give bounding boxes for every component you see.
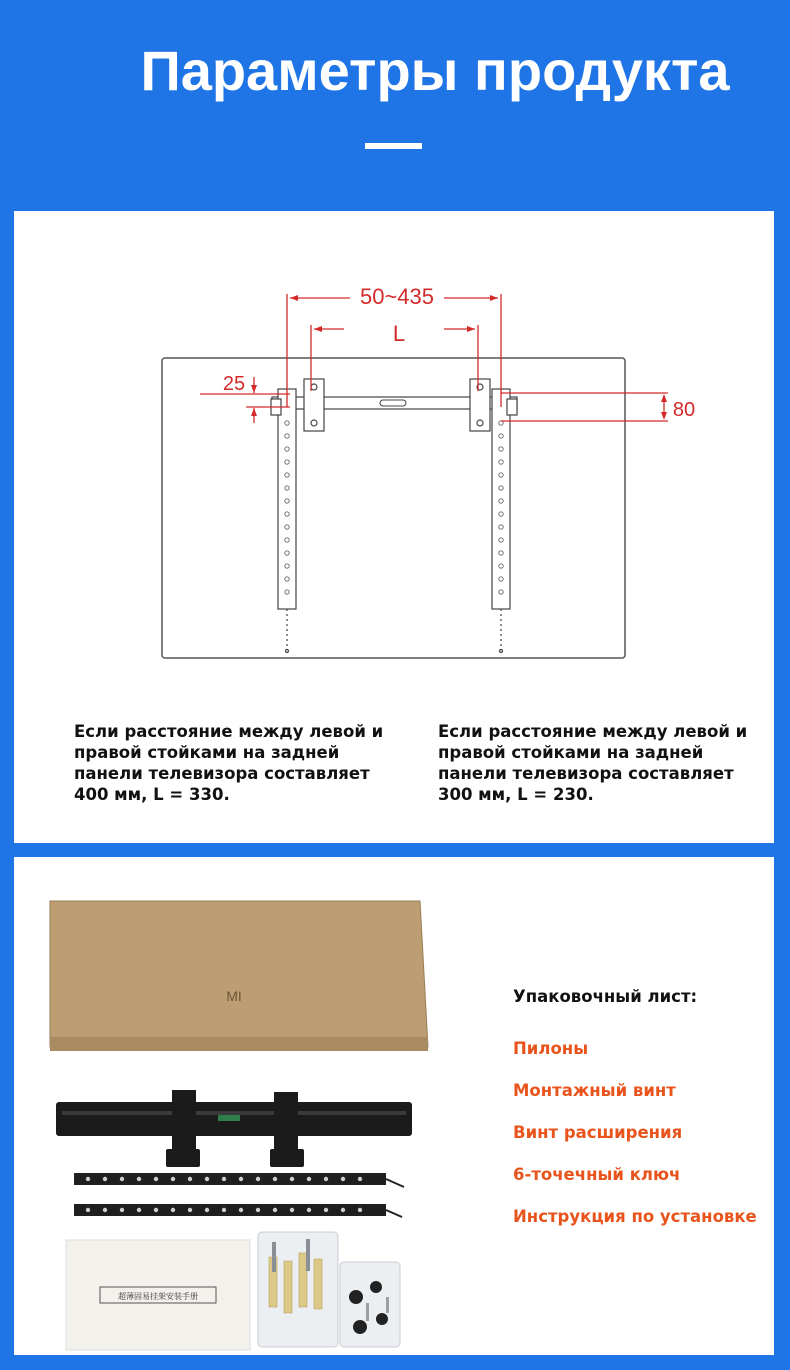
screw-bag-small (340, 1262, 400, 1347)
mount-dimension-diagram (14, 211, 774, 681)
rail-hole (307, 1208, 311, 1212)
list-item: Пилоны (513, 1039, 589, 1058)
rail-hole (86, 1208, 90, 1212)
rail-hole (103, 1208, 107, 1212)
dimension-panel (14, 211, 774, 843)
rail-hole (256, 1208, 260, 1212)
list-item: Инструкция по установке (513, 1207, 757, 1226)
rail-hole (137, 1177, 141, 1181)
packing-list (513, 1039, 757, 1249)
page-title: Параметры продукта (140, 39, 730, 102)
rail-holes (285, 421, 503, 594)
rail-hole (307, 1177, 311, 1181)
rail-hole (103, 1177, 107, 1181)
list-item: 6-точечный ключ (513, 1165, 681, 1184)
packing-list-title: Упаковочный лист: (513, 987, 698, 1006)
vertical-rail-right (492, 389, 517, 653)
rail-hole (171, 1177, 175, 1181)
dim-bracket-height-label: 80 (672, 399, 696, 421)
title-underline (365, 143, 422, 149)
rail-hole (120, 1208, 124, 1212)
box-logo: MI (226, 988, 242, 1004)
dim-outer-label: 50~435 (359, 284, 435, 309)
bracket-hook-right (470, 379, 490, 431)
rail-hole (290, 1177, 294, 1181)
caption-left: Если расстояние между левой и правой стойками на задней панели телевизора составляет 400 мм, L = 330. (74, 722, 384, 804)
packing-panel (14, 857, 774, 1355)
rail-hole (324, 1208, 328, 1212)
dim-inner-label: L (392, 321, 406, 346)
rail-hole (239, 1177, 243, 1181)
rail-hole (273, 1177, 277, 1181)
rail-hole (120, 1177, 124, 1181)
rail-hole (358, 1208, 362, 1212)
dim-top-offset-label: 25 (222, 373, 246, 395)
rail-hole (205, 1177, 209, 1181)
rail-hole (188, 1177, 192, 1181)
rail-hole (171, 1208, 175, 1212)
rail-hole (154, 1208, 158, 1212)
rail-hole (137, 1208, 141, 1212)
rail-hole (358, 1177, 362, 1181)
rail-hole (205, 1208, 209, 1212)
list-item: Винт расширения (513, 1123, 683, 1142)
vertical-rail-left (271, 389, 296, 653)
rail-hole (341, 1177, 345, 1181)
installation-manual (66, 1240, 250, 1350)
crossbar-photo (56, 1090, 412, 1167)
rail-hole (239, 1208, 243, 1212)
caption-right: Если расстояние между левой и правой стойками на задней панели телевизора составляет 300 мм, L = 230. (438, 722, 748, 804)
rail-hole (341, 1208, 345, 1212)
list-item: Монтажный винт (513, 1081, 676, 1100)
manual-cover-text: 超薄固易挂架安装手册 (118, 1292, 198, 1301)
rail-hole (154, 1177, 158, 1181)
rail-hole (222, 1177, 226, 1181)
rail-hole (324, 1177, 328, 1181)
bracket-hook-left (304, 379, 324, 431)
rail-hole (273, 1208, 277, 1212)
cardboard-box (50, 901, 428, 1051)
rail-hole (222, 1208, 226, 1212)
rail-hole (86, 1177, 90, 1181)
package-contents-photo (44, 887, 484, 1357)
rail-hole (256, 1177, 260, 1181)
rail-hole (188, 1208, 192, 1212)
screw-bag-large (258, 1232, 338, 1347)
rail-hole (290, 1208, 294, 1212)
